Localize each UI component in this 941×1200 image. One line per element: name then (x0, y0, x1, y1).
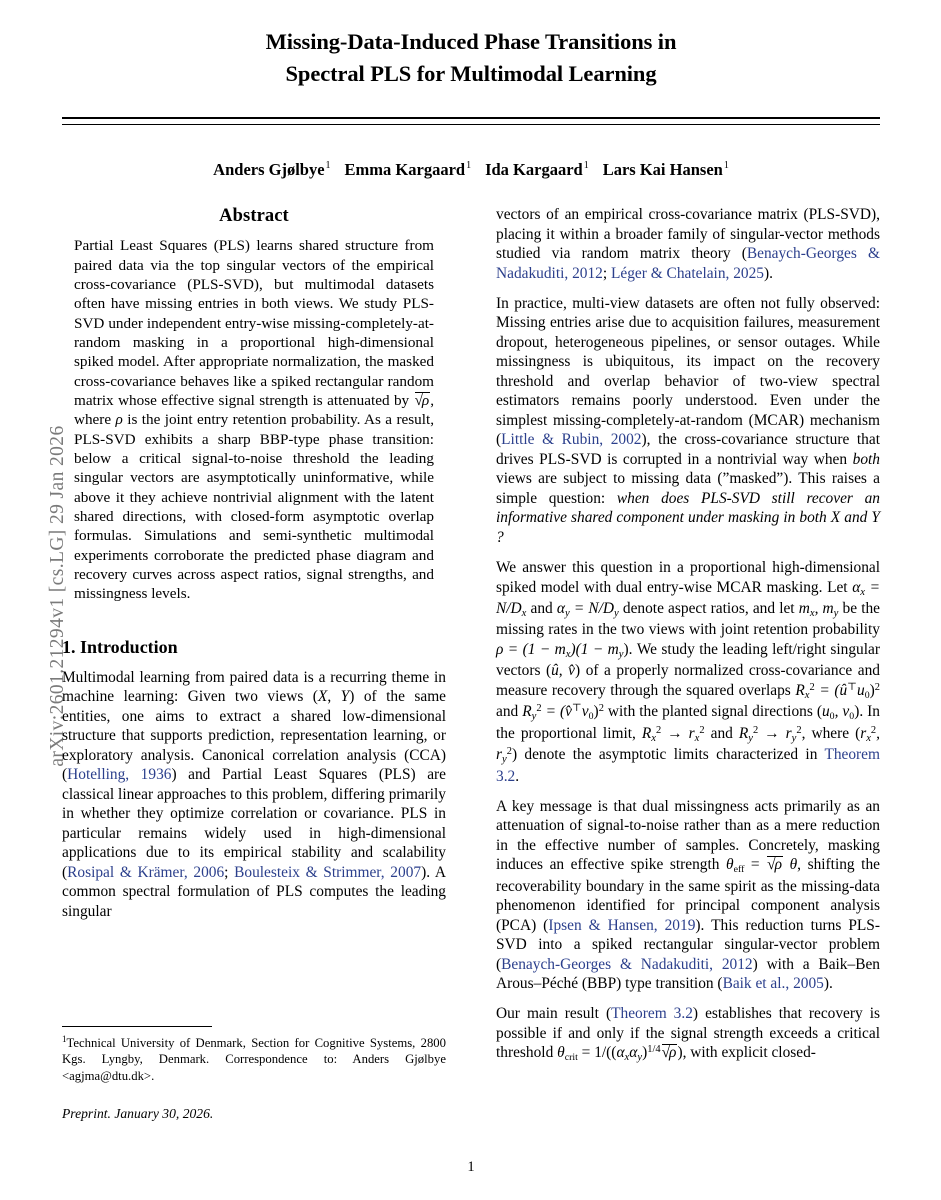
math-theta-sub-eff: eff (733, 864, 745, 876)
math-N-over-Dy: = N/D (569, 600, 615, 617)
rc-p1-text-b: ). (764, 264, 773, 282)
right-paragraph-2 (496, 294, 880, 548)
rc-p3-text-c: denote aspect ratios, and let (618, 600, 799, 617)
math-u-sub-0: 0 (864, 689, 870, 701)
math-lim-R2: R (738, 724, 749, 742)
citation-theorem-3-2-ref2[interactable]: Theorem 3.2 (611, 1005, 693, 1023)
math-comma: , (327, 688, 341, 706)
rc-p3-text-i: ). In the proportional limit, (496, 703, 880, 742)
math-rr-x-sub: x (866, 732, 871, 744)
rc-p2-text-c: views are subject to missing data (”masked”). This raises a simple question: (496, 470, 880, 507)
page-number: 1 (467, 1159, 475, 1175)
abstract-part-1: Partial Least Squares (PLS) learns shared structure from paired data via the top singular vectors of the empirical cross-covariance (PLS-SVD), but multimodal datasets often have missing entries in both views. We study PLS-SVD under independent entry-wise missing-completely-at-random masking in a proportional high-dimensional spiked model. After appropriate normalization, the masked cross-covariance behaves like a spiked rectangular random matrix whose effective signal strength is attenuated by (74, 237, 434, 410)
math-alpha-y-crit-sub: y (637, 1052, 643, 1064)
math-R-sub-y: y (531, 711, 537, 723)
rc-p3-text-d: be the missing rates in the two views with joint retention probability (496, 600, 880, 639)
math-rho: ρ (496, 640, 504, 658)
math-D-sub-x: x (521, 607, 527, 619)
right-paragraph-1 (496, 205, 880, 283)
citation-ipsen-hansen-2019[interactable]: Ipsen & Hansen, 2019 (548, 916, 696, 934)
two-column-body (62, 205, 880, 1165)
intro-paragraph-1 (62, 668, 446, 922)
author-name: Anders Gjølbye (213, 159, 325, 179)
math-paren-close-2: ) (593, 703, 599, 721)
math-arrow-r: → r (661, 724, 695, 742)
citation-separator: ; (224, 863, 235, 881)
rc-p1-text-a: vectors of an empirical cross-covariance matrix (PLS-SVD), placing it within a broader family of singular-vector methods studied via random matrix theory ( (496, 206, 880, 263)
rc-p3-text-h: with the planted signal directions ( (603, 703, 822, 721)
rc-p4-text-e: ). (823, 975, 833, 993)
intro-text-c: ) and Partial Least Squares (PLS) are classical linear approaches to this problem, differing primarily in whether they optimize correlation or covariance. PLS in particular remains widely used in high-dimensional applications due to its empirical stability and scalability ( (62, 766, 446, 881)
math-rr-y: , r (496, 724, 881, 764)
math-lim-R2-sup: 2 (752, 725, 759, 736)
intro-text-a: Multimodal learning from paired data is a recurring theme in machine learning: Given two views ( (62, 668, 446, 706)
math-R-x: R (795, 681, 805, 699)
math-paren-close: ) (869, 681, 875, 699)
math-v0: , v (834, 703, 850, 721)
citation-rosipal-kramer-2006[interactable]: Rosipal & Krämer, 2006 (67, 863, 225, 881)
right-paragraph-3 (496, 558, 880, 786)
sqrt-rho-inline (415, 392, 431, 409)
right-paragraph-4 (496, 797, 880, 994)
right-column (496, 205, 880, 1075)
rc-p4-text-c: ). This reduction turns PLS-SVD into a spiked rectangular singular-vector problem ( (496, 916, 880, 973)
author-list (62, 160, 880, 180)
preprint-notice: Preprint. January 30, 2026. (62, 1105, 214, 1121)
math-rr-y-sub: y (502, 754, 507, 766)
math-theta-sub-crit: crit (564, 1052, 578, 1064)
math-rho-sub-x: x (565, 648, 571, 660)
rc-p3-text-f: ) of a properly normalized cross-covariance and measure recovery through the squared overlaps (496, 662, 880, 699)
rc-p2-text-b: ), the cross-covariance structure that drives PLS-SVD is corrupted in a nontrivial way when (496, 431, 880, 468)
math-rho-end: ) (623, 640, 629, 658)
citation-theorem-3-2-ref1[interactable]: Theorem 3.2 (496, 746, 880, 785)
author-entry (213, 160, 330, 179)
abstract-heading: Abstract (219, 206, 289, 226)
math-theta: θ (726, 856, 734, 874)
math-r2-sup-2: 2 (796, 725, 802, 736)
math-Y: Y (340, 688, 350, 706)
rc-p3-text-e: . We study the leading left/right singular vectors ( (496, 640, 880, 680)
rc-p3-text-b: and (526, 600, 557, 617)
math-m-y: , m (814, 600, 834, 617)
radical-sign: √ (414, 392, 423, 410)
author-name: Ida Kargaard (485, 159, 583, 179)
sqrt-rho-theta (767, 856, 783, 873)
math-alpha: α (852, 578, 861, 596)
rho-symbol: ρ (115, 411, 123, 429)
math-rho-mid: )(1 − m (570, 640, 619, 658)
math-N-over-D: = N/D (496, 578, 881, 617)
math-alpha-y-crit: α (629, 1044, 638, 1062)
rc-p3-text-a: We answer this question in a proportional high-dimensional spiked model with dual entry-wise MCAR masking. Let (496, 559, 880, 596)
footnote-divider (62, 1026, 212, 1027)
citation-benaych-georges-nadakuditi-2012-b[interactable]: Benaych-Georges & Nadakuditi, 2012 (501, 955, 753, 973)
author-entry (345, 160, 472, 179)
math-lim-R1-sup: 2 (655, 725, 662, 736)
citation-separator: ; (602, 264, 611, 282)
radical-sign: √ (767, 856, 776, 874)
math-D-sub-y: y (614, 607, 619, 619)
abstract-text (74, 236, 434, 603)
math-lim-R1: R (641, 724, 652, 742)
rc-p3-text-j: and (704, 724, 739, 742)
intro-text-d: ). A common spectral formulation of PLS computes the leading singular (62, 863, 447, 920)
math-sup-2b: 2 (598, 703, 604, 715)
research-question-italic: when does PLS-SVD still recover an informative shared component under masking in both X and Y ? (496, 489, 880, 546)
math-crit-eq: = 1/(( (577, 1044, 617, 1062)
math-alpha-y: α (556, 600, 565, 617)
math-m-sub-y: y (833, 607, 839, 619)
math-lim-R1-sub: x (651, 732, 656, 744)
citation-baik-et-al-2005[interactable]: Baik et al., 2005 (722, 975, 824, 993)
radicand-rho: ρ (421, 392, 430, 410)
math-m-sub-x: x (809, 607, 815, 619)
footnote-marker: 1 (62, 1034, 67, 1044)
intro-text-b: ) of the same entities, one aims to extract a shared low-dimensional structure that supports prediction, representation learning, or exploratory analysis. Canonical correlation analysis (CCA) ( (62, 688, 446, 784)
footnote-block (62, 1026, 446, 1122)
citation-boulesteix-strimmer-2007[interactable]: Boulesteix & Strimmer, 2007 (234, 863, 422, 881)
title-block (62, 0, 880, 180)
author-affiliation-marker: 1 (723, 160, 729, 172)
math-exponent-quarter: 1/4 (647, 1044, 661, 1056)
title-line-1: Missing-Data-Induced Phase Transitions in (265, 29, 677, 54)
rc-p4-text-b: , shifting the recoverability boundary in the same spirit as the missing-data phenomenon identified for principal component analysis (PCA) ( (496, 856, 880, 934)
math-alpha-sub-x: x (860, 586, 866, 598)
paper-page (62, 0, 880, 1200)
math-u: u (857, 681, 865, 699)
math-crit-paren: ) (642, 1044, 648, 1062)
sqrt-rho-crit (662, 1044, 678, 1061)
page-title (131, 26, 811, 90)
rc-p3-text-k: , where ( (801, 724, 861, 742)
math-transpose-2: ⊤ (571, 703, 582, 715)
arxiv-identifier-stamp: arXiv:2601.21294v1 [cs.LG] 29 Jan 2026 (47, 425, 68, 767)
rc-p3-text-m: . (515, 767, 520, 785)
math-sup-2: 2 (874, 682, 880, 694)
left-column (62, 205, 446, 932)
math-transpose: ⊤ (847, 682, 857, 694)
title-divider (62, 117, 880, 125)
radicand-rho: ρ (669, 1044, 677, 1062)
citation-benaych-georges-nadakuditi-2012[interactable]: Benaych-Georges & Nadakuditi, 2012 (496, 245, 880, 282)
author-affiliation-marker: 1 (583, 160, 589, 172)
radical-sign: √ (661, 1044, 671, 1062)
abstract-part-3: is the joint entry retention probability. As a result, PLS-SVD exhibits a sharp BBP-type phase transition: below a critical signal-to-noise threshold the leading singular vectors are asymptotically uninformative, while above it they achieve nontrivial alignment with the latent shared directions, with closed-form asymptotic overlap formulas. Simulations and semi-synthetic multimodal experiments corroborate the predicted phase diagram and recovery curves across aspect ratios, signal strengths, and missingness levels. (74, 411, 434, 603)
math-R-sup-2: 2 (809, 682, 815, 694)
math-rr-x: r (860, 724, 867, 742)
section-heading-introduction: 1. Introduction (62, 636, 178, 657)
math-lim-R2-sub: y (748, 732, 753, 744)
math-theta-factor: θ (783, 856, 798, 874)
abstract-part-2: , where (74, 392, 434, 429)
rc-p5-text-a: Our main result ( (496, 1005, 612, 1023)
math-r-sub-y: y (791, 732, 797, 744)
math-R-y-sup-2: 2 (536, 703, 542, 715)
math-rr-y-sup: 2 (506, 746, 512, 758)
title-line-2: Spectral PLS for Multimodal Learning (285, 60, 657, 86)
author-name: Emma Kargaard (344, 159, 466, 179)
math-R-y: R (522, 703, 532, 721)
rc-p2-text-a: In practice, multi-view datasets are often not fully observed: Missing entries arise due to acquisition failures, measurement dropout, heterogeneous pipelines, or sensor outages. While missingness is ubiquitous, its impact on the recovery threshold and overlap behavior of two-view spectral estimators remains poorly understood. Even under the simplest missing-completely-at-random (MCAR) mechanism ( (496, 294, 880, 449)
rc-p3-text-g: and (496, 703, 523, 721)
rc-p4-text-a: A key message is that dual missingness acts primarily as an attenuation of signal-to-noise rather than as a mere reduction in the effective number of samples. Concretely, masking induces an effective spike strength (496, 797, 880, 874)
emphasis-both: both (852, 450, 880, 468)
math-theta-crit: θ (557, 1044, 565, 1062)
math-alpha-x-crit: α (616, 1044, 625, 1062)
math-X: X (317, 688, 328, 706)
math-alpha-sub-y: y (564, 607, 570, 619)
math-u0-sub: 0 (829, 711, 835, 723)
math-equals: = (744, 856, 767, 874)
math-R2-eq: = (v̂ (541, 703, 572, 721)
rc-p5-text-b: ) establishes that recovery is possible if and only if the signal strength exceeds a critical threshold (496, 1005, 880, 1062)
author-entry (603, 160, 729, 179)
footnote-text: Technical University of Denmark, Section for Cognitive Systems, 2800 Kgs. Lyngby, Denmark. Correspondence to: Anders Gjølbye <agjma@dtu.dk>. (62, 1036, 446, 1083)
footnote-affiliation (62, 1034, 446, 1084)
math-R1-eq: = (û (814, 681, 848, 699)
math-arrow-r2: → r (758, 724, 792, 742)
math-rho-eq: = (1 − m (503, 640, 566, 658)
math-u0: u (821, 703, 830, 721)
author-name: Lars Kai Hansen (602, 159, 723, 179)
math-uhat-vhat: û, v̂ (551, 662, 576, 680)
citation-leger-chatelain-2025[interactable]: Léger & Chatelain, 2025 (611, 264, 765, 282)
math-r-sub-x: x (694, 732, 700, 744)
math-v: v (581, 703, 589, 721)
rc-p4-text-d: ) with a Baik–Ben Arous–Péché (BBP) type transition ( (496, 955, 880, 993)
rc-p3-text-l: ) denote the asymptotic limits characterized in (511, 746, 825, 764)
rc-p5-text-end: ), with explicit closed- (677, 1044, 816, 1062)
citation-hotelling-1936[interactable]: Hotelling, 1936 (67, 766, 172, 784)
author-entry (485, 160, 589, 179)
math-alpha-x-crit-sub: x (624, 1052, 630, 1064)
radicand-rho: ρ (774, 856, 783, 874)
math-v-sub-0: 0 (588, 711, 594, 723)
math-R-sub-x: x (804, 689, 810, 701)
right-paragraph-5 (496, 1004, 880, 1065)
author-affiliation-marker: 1 (466, 160, 472, 172)
math-r-sup-2: 2 (699, 725, 705, 736)
math-v0-sub: 0 (849, 711, 855, 723)
citation-little-rubin-2002[interactable]: Little & Rubin, 2002 (501, 431, 642, 449)
math-rho-sub-y: y (618, 648, 624, 660)
math-m: m (798, 600, 810, 617)
math-rr-x-sup: 2 (870, 725, 877, 736)
author-affiliation-marker: 1 (325, 160, 331, 172)
